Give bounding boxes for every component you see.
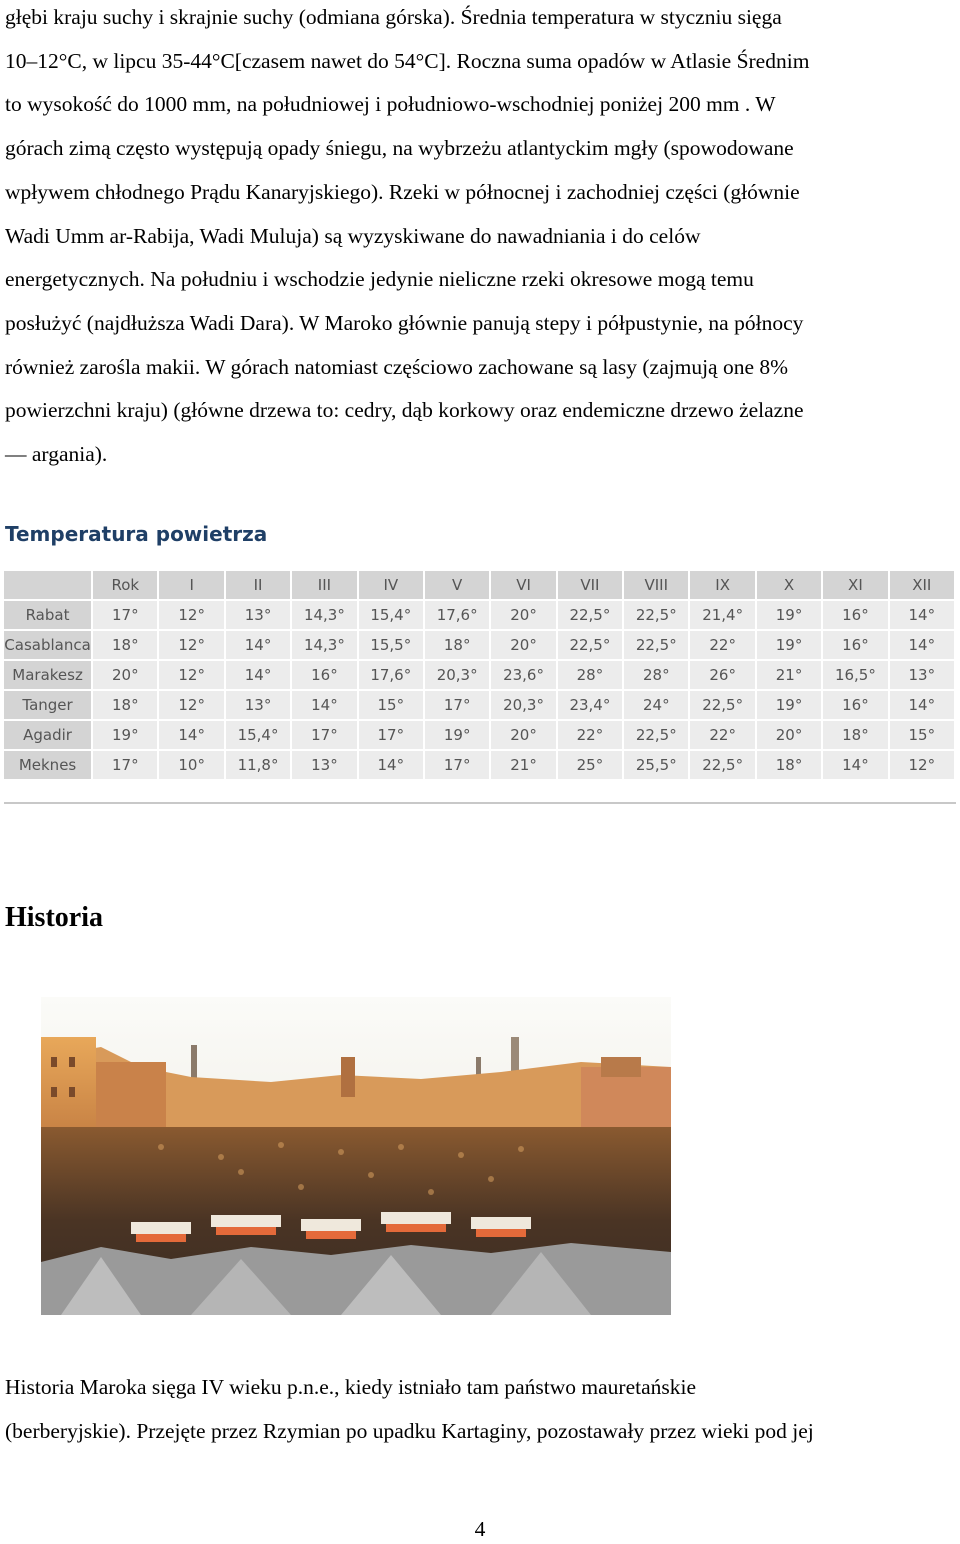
text-line: to wysokość do 1000 mm, na południowej i południowo-wschodniej poniżej 200 mm . W (5, 92, 776, 117)
table-cell: 18° (425, 631, 491, 661)
table-cell: 20,3° (491, 691, 557, 721)
header-cell: III (292, 571, 358, 601)
table-cell: 20° (491, 601, 557, 631)
table-cell: 17° (425, 751, 491, 781)
table-cell: 17° (425, 691, 491, 721)
table-row (4, 751, 956, 781)
table-cell: 18° (93, 691, 159, 721)
table-cell: 20° (93, 661, 159, 691)
table-cell: 22° (690, 631, 756, 661)
table-cell: 21° (757, 661, 823, 691)
table-cell: 16° (823, 691, 889, 721)
table-cell: 13° (890, 661, 956, 691)
table-cell: 19° (425, 721, 491, 751)
table-row (4, 721, 956, 751)
header-cell: VI (491, 571, 557, 601)
table-row (4, 661, 956, 691)
table-cell: 25,5° (624, 751, 690, 781)
text-line: (berberyjskie). Przejęte przez Rzymian po upadku Kartaginy, pozostawały przez wieki pod jej (5, 1418, 814, 1443)
text-line: posłużyć (najdłuższa Wadi Dara). W Maroko głównie panują stepy i półpustynie, na północy (5, 310, 804, 335)
text-line: powierzchni kraju) (główne drzewa to: cedry, dąb korkowy oraz endemiczne drzewo żelazne (5, 398, 804, 423)
table-cell: 20° (491, 631, 557, 661)
table-cell: 15,4° (226, 721, 292, 751)
table-cell: 19° (93, 721, 159, 751)
table-cell: 12° (159, 691, 225, 721)
table-cell: 17° (93, 601, 159, 631)
table-cell: 16° (292, 661, 358, 691)
table-cell: 12° (159, 631, 225, 661)
table-cell: 12° (159, 661, 225, 691)
table-cell: 21,4° (690, 601, 756, 631)
table-cell: 14° (226, 631, 292, 661)
table-cell: 25° (558, 751, 624, 781)
table-cell: 13° (226, 691, 292, 721)
intro-paragraph (5, 0, 955, 477)
historia-heading: Historia (5, 902, 103, 933)
table-cell: 17° (359, 721, 425, 751)
temperature-heading: Temperatura powietrza (5, 522, 268, 546)
table-cell: 14° (823, 751, 889, 781)
header-cell: I (159, 571, 225, 601)
temperature-table (4, 571, 956, 781)
table-header-row (4, 571, 956, 601)
table-cell: 17° (292, 721, 358, 751)
header-cell: VIII (624, 571, 690, 601)
table-cell: 23,4° (558, 691, 624, 721)
table-cell: 14° (292, 691, 358, 721)
table-cell: 17,6° (359, 661, 425, 691)
table-cell: 16,5° (823, 661, 889, 691)
table-row (4, 601, 956, 631)
table-cell: 22,5° (690, 751, 756, 781)
text-line: wpływem chłodnego Prądu Kanaryjskiego). Rzeki w północnej i zachodniej części (głównie (5, 179, 800, 204)
city-cell: Marakesz (4, 661, 93, 691)
table-cell: 14° (159, 721, 225, 751)
table-cell: 22,5° (558, 631, 624, 661)
table-cell: 15° (359, 691, 425, 721)
table-cell: 15,4° (359, 601, 425, 631)
text-line: Wadi Umm ar-Rabija, Wadi Muluja) są wyzyskiwane do nawadniania i do celów (5, 223, 701, 248)
table-cell: 16° (823, 631, 889, 661)
table-cell: 12° (890, 751, 956, 781)
table-cell: 12° (159, 601, 225, 631)
table-cell: 20° (757, 721, 823, 751)
text-line: 10–12°C, w lipcu 35-44°C[czasem nawet do 54°C]. Roczna suma opadów w Atlasie Średnim (5, 48, 810, 73)
header-cell: XI (823, 571, 889, 601)
table-cell: 10° (159, 751, 225, 781)
text-line: również zarośla makii. W górach natomiast częściowo zachowane są lasy (zajmują one 8% (5, 354, 789, 379)
table-cell: 14,3° (292, 601, 358, 631)
table-cell: 22,5° (690, 691, 756, 721)
table-cell: 15° (890, 721, 956, 751)
table-cell: 22° (558, 721, 624, 751)
table-cell: 22,5° (558, 601, 624, 631)
header-cell: IX (690, 571, 756, 601)
table-cell: 18° (823, 721, 889, 751)
table-cell: 20,3° (425, 661, 491, 691)
table-cell: 11,8° (226, 751, 292, 781)
city-cell: Casablanca (4, 631, 93, 661)
header-cell: X (757, 571, 823, 601)
table-cell: 14° (890, 601, 956, 631)
table-cell: 13° (292, 751, 358, 781)
table-row (4, 631, 956, 661)
city-cell: Meknes (4, 751, 93, 781)
table-cell: 20° (491, 721, 557, 751)
city-cell: Tanger (4, 691, 93, 721)
table-cell: 24° (624, 691, 690, 721)
header-cell (4, 571, 93, 601)
header-cell: Rok (93, 571, 159, 601)
table-cell: 22,5° (624, 601, 690, 631)
table-cell: 17,6° (425, 601, 491, 631)
header-cell: VII (558, 571, 624, 601)
header-cell: IV (359, 571, 425, 601)
table-cell: 16° (823, 601, 889, 631)
header-cell: II (226, 571, 292, 601)
text-line: energetycznych. Na południu i wschodzie jedynie nieliczne rzeki okresowe mogą temu (5, 267, 754, 292)
header-cell: XII (890, 571, 956, 601)
header-cell: V (425, 571, 491, 601)
table-cell: 13° (226, 601, 292, 631)
city-cell: Rabat (4, 601, 93, 631)
table-cell: 23,6° (491, 661, 557, 691)
table-cell: 14° (890, 631, 956, 661)
historia-paragraph (5, 1366, 955, 1453)
table-cell: 14,3° (292, 631, 358, 661)
page-number: 4 (474, 1517, 486, 1541)
text-line: górach zimą często występują opady śniegu, na wybrzeżu atlantyckim mgły (spowodowane (5, 136, 794, 161)
table-cell: 22° (690, 721, 756, 751)
table-cell: 15,5° (359, 631, 425, 661)
table-cell: 19° (757, 601, 823, 631)
table-cell: 26° (690, 661, 756, 691)
text-line: głębi kraju suchy i skrajnie suchy (odmiana górska). Średnia temperatura w styczniu sięga (5, 5, 782, 29)
table-cell: 18° (757, 751, 823, 781)
text-line: — argania). (5, 442, 108, 467)
table-cell: 22,5° (624, 631, 690, 661)
table-cell: 19° (757, 631, 823, 661)
marrakesh-square-photo (41, 997, 671, 1315)
table-cell: 14° (890, 691, 956, 721)
city-cell: Agadir (4, 721, 93, 751)
table-cell: 22,5° (624, 721, 690, 751)
table-cell: 21° (491, 751, 557, 781)
table-row (4, 691, 956, 721)
table-cell: 28° (624, 661, 690, 691)
table-cell: 18° (93, 631, 159, 661)
table-cell: 17° (93, 751, 159, 781)
table-cell: 14° (226, 661, 292, 691)
table-cell: 28° (558, 661, 624, 691)
text-line: Historia Maroka sięga IV wieku p.n.e., kiedy istniało tam państwo mauretańskie (5, 1375, 697, 1399)
photo-illustration (41, 997, 671, 1315)
table-cell: 19° (757, 691, 823, 721)
table-cell: 14° (359, 751, 425, 781)
horizontal-divider (4, 802, 956, 804)
